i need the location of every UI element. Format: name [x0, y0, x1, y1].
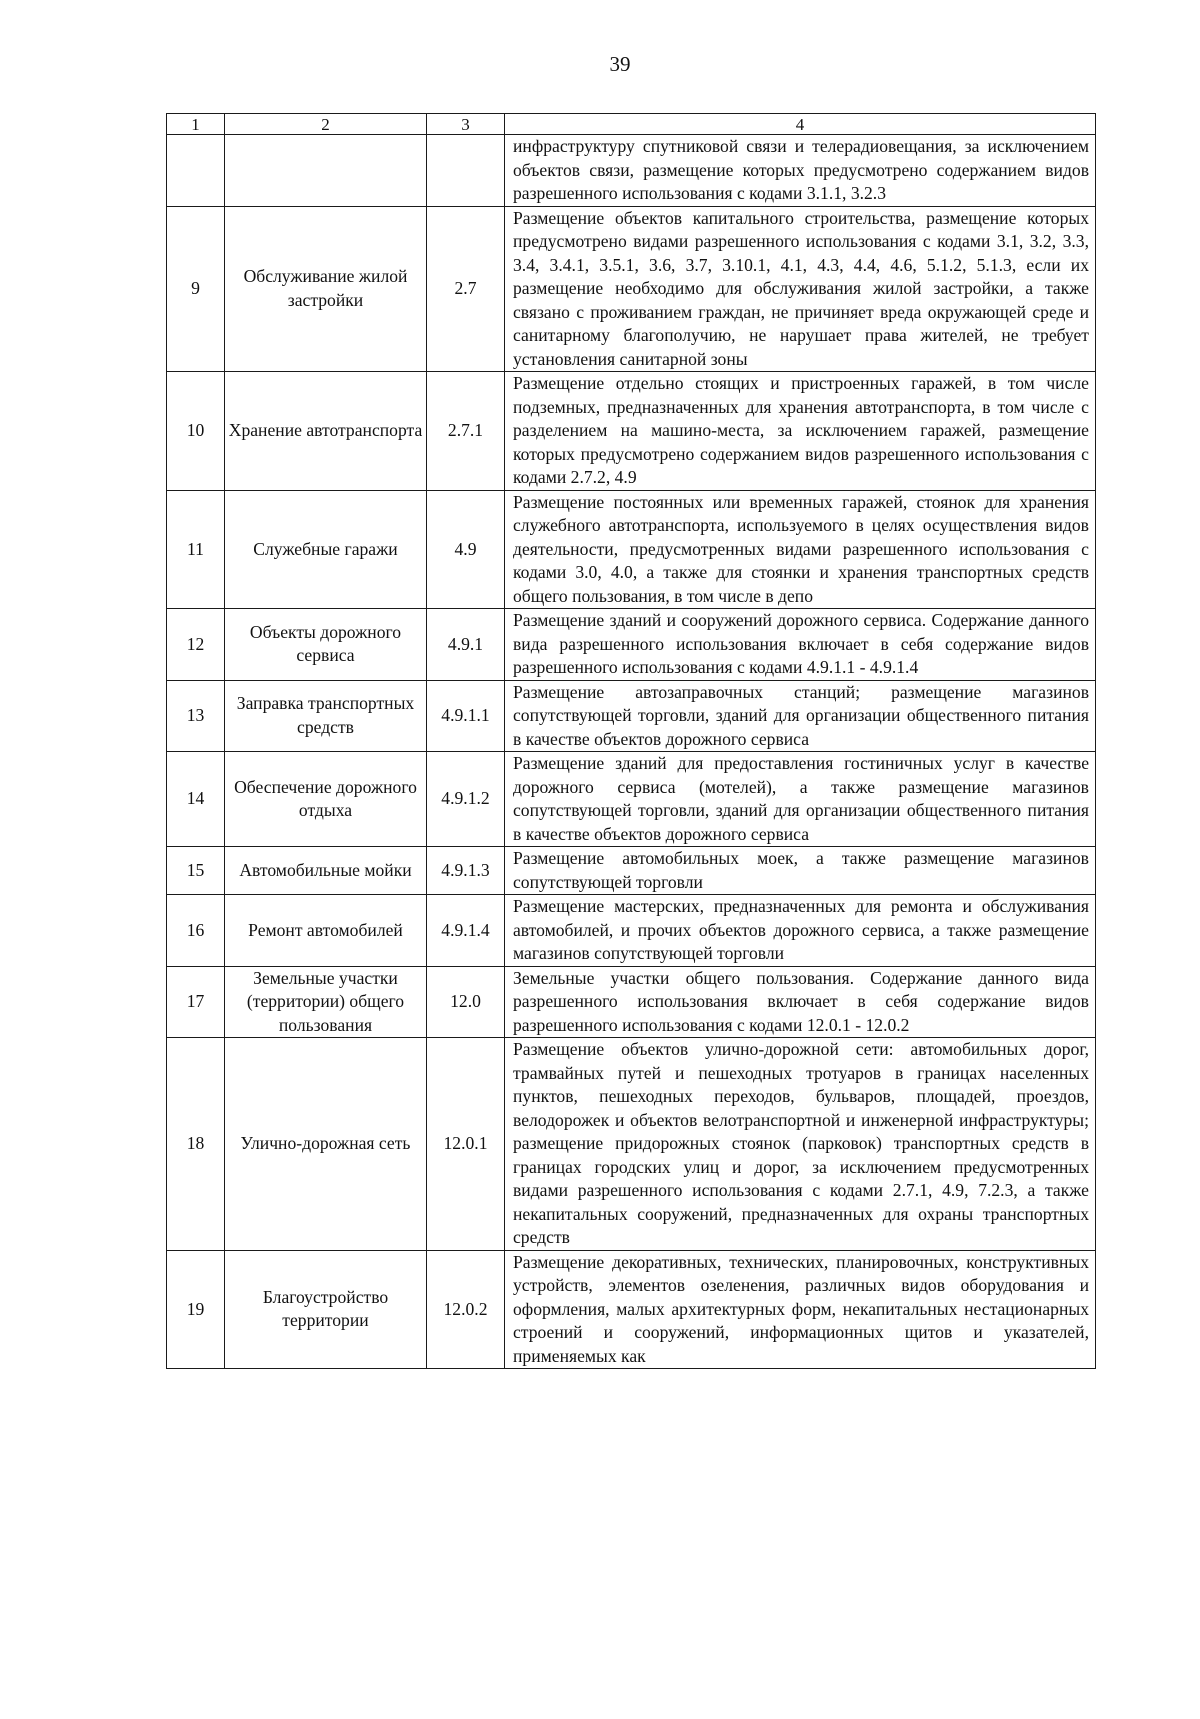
land-use-description: Земельные участки общего пользования. Содержание данного вида разрешенного использования включает в себя содержание видов разрешенного использования с кодами 12.0.1 - 12.0.2: [505, 966, 1096, 1038]
land-use-code: 2.7: [427, 206, 505, 372]
land-use-name: Улично-дорожная сеть: [225, 1038, 427, 1251]
table-row: [167, 609, 1096, 681]
row-number: 11: [167, 490, 225, 609]
land-use-name: Объекты дорожного сервиса: [225, 609, 427, 681]
land-use-description: Размещение автозаправочных станций; размещение магазинов сопутствующей торговли, зданий для организации общественного питания в качестве объектов дорожного сервиса: [505, 680, 1096, 752]
row-number: 17: [167, 966, 225, 1038]
land-use-description: Размещение отдельно стоящих и пристроенных гаражей, в том числе подземных, предназначенных для хранения автотранспорта, в том числе с разделением на машино-места, за исключением гаражей, размещение которых предусмотрено содержанием видов разрешенного использования с кодами 2.7.2, 4.9: [505, 372, 1096, 491]
row-number: 13: [167, 680, 225, 752]
row-number: [167, 135, 225, 207]
land-use-description: Размещение зданий для предоставления гостиничных услуг в качестве дорожного сервиса (мотелей), а также размещение магазинов сопутствующей торговли, зданий для организации общественного питания в качестве объектов дорожного сервиса: [505, 752, 1096, 847]
table-row: [167, 135, 1096, 207]
table-row: [167, 372, 1096, 491]
land-use-name: Обеспечение дорожного отдыха: [225, 752, 427, 847]
table-row: [167, 490, 1096, 609]
land-use-name: Ремонт автомобилей: [225, 895, 427, 967]
land-use-description: Размещение зданий и сооружений дорожного сервиса. Содержание данного вида разрешенного использования включает в себя содержание видов разрешенного использования с кодами 4.9.1.1 - 4.9.1.4: [505, 609, 1096, 681]
land-use-code: [427, 135, 505, 207]
table-row: [167, 680, 1096, 752]
column-1-header: 1: [167, 114, 225, 135]
table-row: [167, 1250, 1096, 1369]
land-use-description: Размещение постоянных или временных гаражей, стоянок для хранения служебного автотранспорта, используемого в целях осуществления видов деятельности, предусмотренных видами разрешенного использования с кодами 3.0, 4.0, а также для стоянки и хранения транспортных средств общего пользования, в том числе в депо: [505, 490, 1096, 609]
land-use-code: 4.9.1.4: [427, 895, 505, 967]
land-use-name: Служебные гаражи: [225, 490, 427, 609]
column-2-header: 2: [225, 114, 427, 135]
row-number: 18: [167, 1038, 225, 1251]
column-number-row: [167, 114, 1096, 135]
table-row: [167, 966, 1096, 1038]
land-use-code: 4.9.1: [427, 609, 505, 681]
table-row: [167, 847, 1096, 895]
land-use-code: 4.9.1.3: [427, 847, 505, 895]
land-use-name: [225, 135, 427, 207]
land-use-name: Хранение автотранспорта: [225, 372, 427, 491]
land-use-description: Размещение объектов капитального строительства, размещение которых предусмотрено видами разрешенного использования с кодами 3.1, 3.2, 3.3, 3.4, 3.4.1, 3.5.1, 3.6, 3.7, 3.10.1, 4.1, 4.3, 4.4, 4.6, 5.1.2, 5.1.3, если их размещение необходимо для обслуживания жилой застройки, а также связано с проживанием граждан, не причиняет вреда окружающей среде и санитарному благополучию, не нарушает права жителей, не требует установления санитарной зоны: [505, 206, 1096, 372]
land-use-name: Заправка транспортных средств: [225, 680, 427, 752]
land-use-code: 12.0.2: [427, 1250, 505, 1369]
land-use-description: Размещение декоративных, технических, планировочных, конструктивных устройств, элементов озеленения, различных видов оборудования и оформления, малых архитектурных форм, некапитальных нестационарных строений и сооружений, информационных щитов и указателей, применяемых как: [505, 1250, 1096, 1369]
table-row: [167, 895, 1096, 967]
column-3-header: 3: [427, 114, 505, 135]
column-4-header: 4: [505, 114, 1096, 135]
row-number: 14: [167, 752, 225, 847]
row-number: 10: [167, 372, 225, 491]
land-use-code: 12.0: [427, 966, 505, 1038]
land-use-description: Размещение объектов улично-дорожной сети: автомобильных дорог, трамвайных путей и пешеходных тротуаров в границах населенных пунктов, пешеходных переходов, бульваров, площадей, проездов, велодорожек и объектов велотранспортной и инженерной инфраструктуры; размещение придорожных стоянок (парковок) транспортных средств в границах городских улиц и дорог, за исключением предусмотренных видами разрешенного использования с кодами 2.7.1, 4.9, 7.2.3, а также некапитальных сооружений, предназначенных для охраны транспортных средств: [505, 1038, 1096, 1251]
land-use-code: 12.0.1: [427, 1038, 505, 1251]
page-number: 39: [609, 52, 631, 76]
row-number: 9: [167, 206, 225, 372]
row-number: 12: [167, 609, 225, 681]
land-use-table: [166, 113, 1096, 1369]
land-use-code: 4.9.1.2: [427, 752, 505, 847]
table-body: [167, 114, 1096, 1369]
row-number: 19: [167, 1250, 225, 1369]
land-use-description: Размещение автомобильных моек, а также размещение магазинов сопутствующей торговли: [505, 847, 1096, 895]
land-use-name: Земельные участки (территории) общего пользования: [225, 966, 427, 1038]
land-use-description: Размещение мастерских, предназначенных для ремонта и обслуживания автомобилей, и прочих объектов дорожного сервиса, а также размещение магазинов сопутствующей торговли: [505, 895, 1096, 967]
row-number: 15: [167, 847, 225, 895]
table-row: [167, 752, 1096, 847]
land-use-code: 4.9: [427, 490, 505, 609]
table-row: [167, 1038, 1096, 1251]
land-use-name: Обслуживание жилой застройки: [225, 206, 427, 372]
land-use-code: 2.7.1: [427, 372, 505, 491]
table-row: [167, 206, 1096, 372]
land-use-code: 4.9.1.1: [427, 680, 505, 752]
land-use-name: Благоустройство территории: [225, 1250, 427, 1369]
land-use-name: Автомобильные мойки: [225, 847, 427, 895]
land-use-description: инфраструктуру спутниковой связи и телерадиовещания, за исключением объектов связи, размещение которых предусмотрено содержанием видов разрешенного использования с кодами 3.1.1, 3.2.3: [505, 135, 1096, 207]
row-number: 16: [167, 895, 225, 967]
